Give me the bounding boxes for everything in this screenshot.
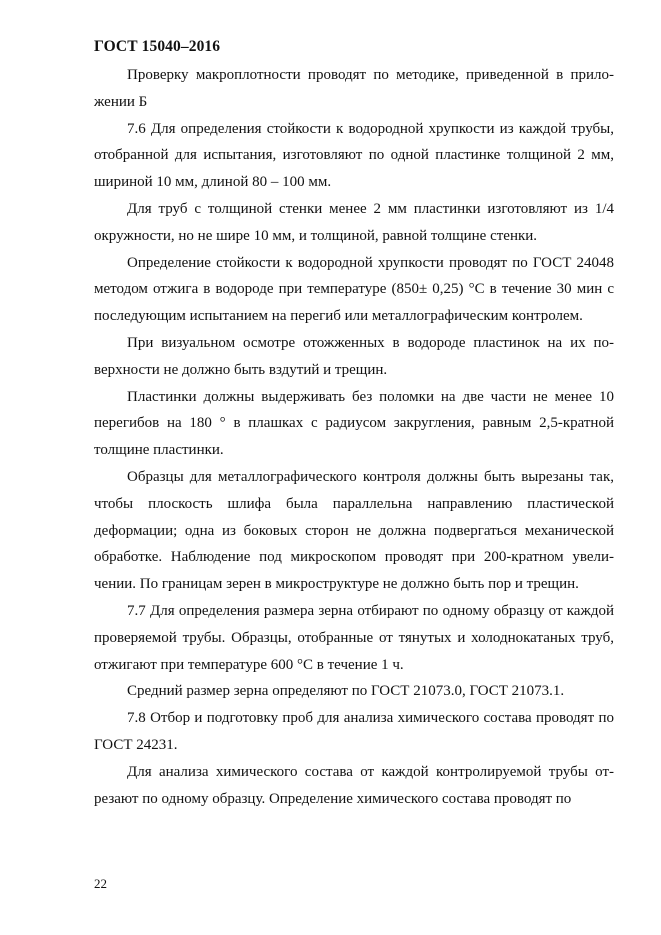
paragraph-visual-inspection: При визуальном осмотре отожженных в водороде пластинок на их поверхности не должно быть вздутий и трещин.: [94, 334, 614, 378]
document-body: [94, 62, 614, 812]
paragraph-7-6: 7.6 Для определения стойкости к водородной хрупкости из каждой трубы, отобранной для испытания, изготовляют по одной пластинке толщиной 2 мм, шириной 10 мм, длиной 80 – 100 мм.: [94, 120, 614, 191]
document-header-standard: ГОСТ 15040–2016: [94, 38, 221, 55]
page-number: 22: [94, 876, 107, 891]
paragraph-grain-size: Средний размер зерна определяют по ГОСТ 21073.0, ГОСТ 21073.1.: [127, 683, 565, 700]
paragraph-thin-wall: Для труб с толщиной стенки менее 2 мм пластинки изготовляют из 1/4 окружности, но не шире 10 мм, и толщиной, равной толщине стенки.: [94, 200, 614, 244]
paragraph-hydrogen-test: Определение стойкости к водородной хрупкости проводят по ГОСТ 24048 методом отжига в водороде при температуре (850± 0,25) °С в течение 30 мин с последующим испытанием на перегиб или металлографическим контролем.: [94, 254, 614, 325]
paragraph-7-8: 7.8 Отбор и подготовку проб для анализа химического состава проводят по ГОСТ 24231.: [94, 710, 614, 753]
paragraph-chemical-analysis: Для анализа химического состава от каждой контролируемой трубы отрезают по одному образцу. Определение химического состава проводят по: [94, 763, 614, 807]
paragraph-metallography: Образцы для металлографического контроля должны быть вырезаны так, чтобы плоскость шлифа была параллельна направлению пластической деформации; одна из боковых сторон не должна подвергаться механической обработке. Наблюдение под микроскопом проводят при 200-кратном увеличении. По границам зерен в микроструктуре не должно быть пор и трещин.: [94, 468, 614, 593]
paragraph-bend-test: Пластинки должны выдерживать без поломки на две части не менее 10 перегибов на 180 ° в плашках с радиусом закругления, равным 2,5-кратной толщине пластинки.: [94, 388, 614, 459]
paragraph-7-7: 7.7 Для определения размера зерна отбирают по одному образцу от каждой проверяемой трубы. Образцы, отобранные от тянутых и холоднокатаных труб, отжигают при температуре 600 °С в течение 1 ч.: [94, 602, 614, 673]
paragraph-macrodensity: Проверку макроплотности проводят по методике, приведенной в приложении Б: [94, 67, 614, 110]
